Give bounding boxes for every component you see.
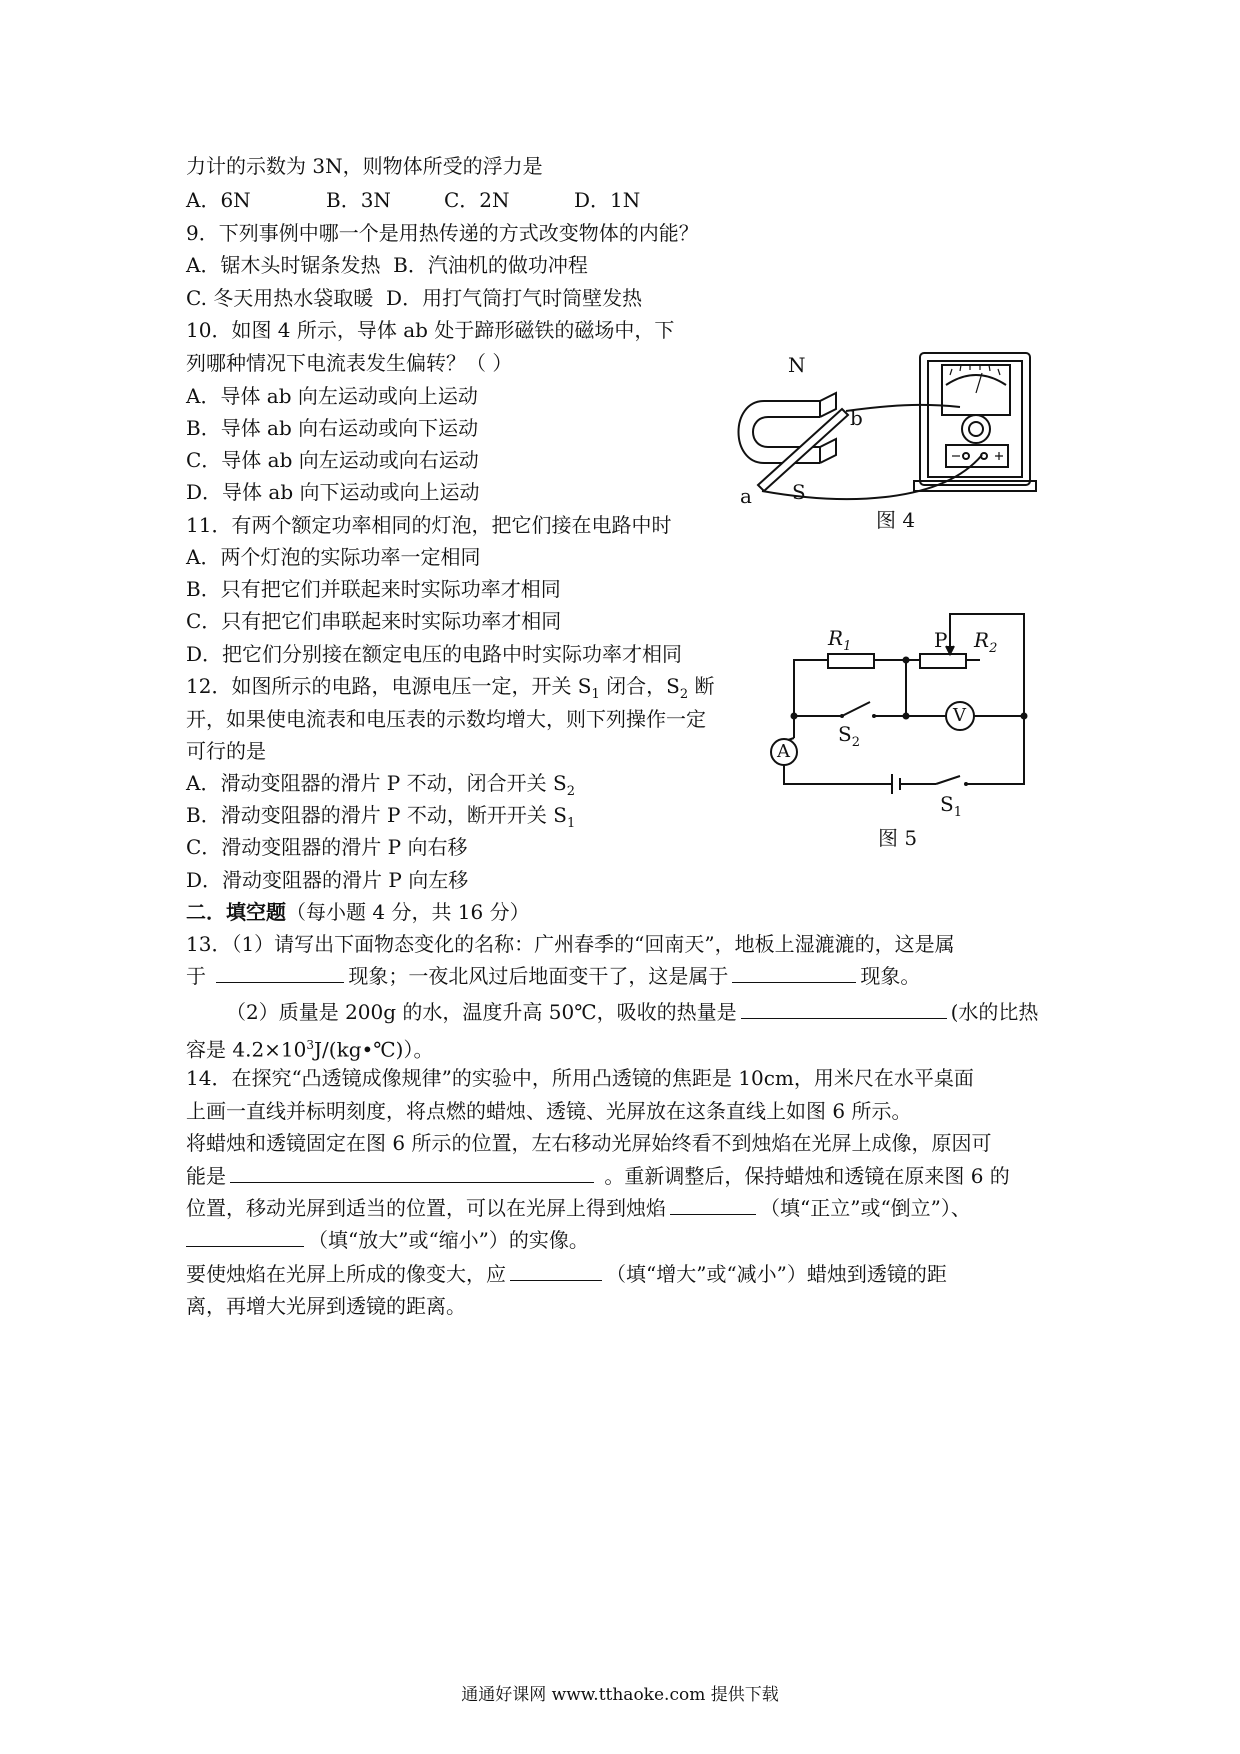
- q13-line-4a: 容是 4.2×10: [186, 1037, 307, 1062]
- q14-line-4a: 能是: [186, 1164, 226, 1188]
- q10-option-d: D．导体 ab 向下运动或向上运动: [186, 480, 480, 504]
- q12-stem-3: 可行的是: [186, 739, 266, 763]
- q11-stem: 11．有两个额定功率相同的灯泡，把它们接在电路中时: [186, 513, 672, 537]
- fig5-r1-sub: 1: [843, 639, 852, 654]
- q13-blank-3[interactable]: [741, 998, 947, 1019]
- q13-blank-1[interactable]: [216, 962, 344, 983]
- q12-option-d: D．滑动变阻器的滑片 P 向左移: [186, 868, 469, 892]
- q14-blank-1[interactable]: [230, 1162, 594, 1183]
- fig5-s1-sub: 1: [953, 805, 962, 820]
- q10-option-b: B．导体 ab 向右运动或向下运动: [186, 416, 479, 440]
- q8-option-b: B．3N: [326, 188, 391, 212]
- q9-options-cd: [186, 284, 642, 312]
- q9-stem: 9．下列事例中哪一个是用热传递的方式改变物体的内能？: [186, 221, 699, 245]
- q11-option-d: D．把它们分别接在额定电压的电路中时实际功率才相同: [186, 642, 683, 666]
- fig4-label-n: N: [788, 353, 806, 377]
- q14-line-5: [186, 1194, 971, 1222]
- q14-line-2: 上画一直线并标明刻度，将点燃的蜡烛、透镜、光屏放在这条直线上如图 6 所示。: [186, 1099, 912, 1123]
- section-2-note: （每小题 4 分，共 16 分）: [286, 900, 530, 924]
- q10-option-a: A．导体 ab 向左运动或向上运动: [186, 384, 478, 408]
- q8-option-c: C．2N: [444, 188, 510, 212]
- q12-stem-1-sub1: 1: [591, 687, 600, 702]
- q12-stem-1c: 断: [688, 674, 715, 698]
- q13-line-4-sup: 3: [306, 1038, 315, 1052]
- fig5-voltmeter-label: V: [953, 705, 966, 726]
- q14-blank-3[interactable]: [186, 1226, 304, 1247]
- q9-option-b: B．汽油机的做功冲程: [393, 253, 588, 277]
- q13-line-4b: J/(kg•℃)）。: [314, 1037, 434, 1062]
- fig5-ammeter-label: A: [777, 741, 790, 762]
- q12-stem-2: 开，如果使电流表和电压表的示数均增大，则下列操作一定: [186, 707, 706, 731]
- q14-line-3: 将蜡烛和透镜固定在图 6 所示的位置，左右移动光屏始终看不到烛焰在光屏上成像，原因可: [186, 1131, 992, 1155]
- q13-line-3a: （2）质量是 200g 的水，温度升高 50℃，吸收的热量是: [226, 1000, 737, 1024]
- q12-option-b-sub: 1: [566, 816, 576, 831]
- q12-option-a-text: A．滑动变阻器的滑片 P 不动，闭合开关 S: [186, 771, 567, 795]
- q14-blank-4[interactable]: [510, 1260, 602, 1281]
- q13-line-4: [186, 1031, 433, 1064]
- q10-stem-1: 10．如图 4 所示，导体 ab 处于蹄形磁铁的磁场中，下: [186, 318, 675, 342]
- q14-line-5b: （填“正立”或“倒立”）、: [760, 1196, 971, 1220]
- fig4-caption: 图 4: [876, 508, 916, 532]
- q9-option-d: D．用打气筒打气时筒壁发热: [386, 286, 643, 310]
- q11-option-c: C．只有把它们串联起来时实际功率才相同: [186, 609, 562, 633]
- fig5-s1-text: S: [940, 792, 954, 816]
- q13-line-3: [226, 998, 1038, 1026]
- page-footer: 通通好课网 www.tthaoke.com 提供下载: [461, 1685, 779, 1705]
- figure-4-diagram: [720, 345, 1060, 515]
- q14-line-1: 14．在探究“凸透镜成像规律”的实验中，所用凸透镜的焦距是 10cm，用米尺在水平桌面: [186, 1066, 974, 1090]
- q10-option-c: C．导体 ab 向左运动或向右运动: [186, 448, 479, 472]
- q13-blank-2[interactable]: [732, 962, 856, 983]
- fig5-caption: 图 5: [878, 826, 918, 850]
- q14-line-7: [186, 1260, 947, 1288]
- q14-line-4b: 。重新调整后，保持蜡烛和透镜在原来图 6 的: [598, 1164, 1010, 1188]
- q13-line-2c: 现象。: [860, 964, 921, 988]
- q13-line-2b: 现象；一夜北风过后地面变干了，这是属于: [348, 964, 729, 988]
- figure-5-circuit: [760, 610, 1060, 800]
- q9-options-ab: [186, 251, 588, 279]
- q11-option-a: A．两个灯泡的实际功率一定相同: [186, 545, 481, 569]
- fig5-r1-text: R: [828, 626, 844, 650]
- section-2-heading: [186, 898, 530, 926]
- fig5-label-s2: [838, 722, 860, 755]
- q13-line-2: [186, 962, 920, 990]
- section-2-title: 二．填空题: [186, 900, 286, 924]
- fig5-label-s1: [940, 792, 962, 825]
- fig5-s2-sub: 2: [851, 735, 860, 750]
- fig5-r2-sub: 2: [989, 641, 998, 656]
- q13-line-3b: (水的比热: [950, 1000, 1039, 1024]
- q12-stem-1: [186, 672, 715, 709]
- q14-line-7a: 要使烛焰在光屏上所成的像变大，应: [186, 1262, 506, 1286]
- q9-option-a: A．锯木头时锯条发热: [186, 253, 381, 277]
- q12-stem-1a: 12．如图所示的电路，电源电压一定，开关 S: [186, 674, 592, 698]
- fig5-s2-text: S: [838, 722, 852, 746]
- fig5-label-r2: [974, 628, 997, 661]
- fig5-label-r1: [828, 626, 851, 659]
- fig5-r2-text: R: [974, 628, 990, 652]
- q8-options: [186, 186, 640, 214]
- q14-line-6b: （填“放大”或“缩小”）的实像。: [308, 1228, 589, 1252]
- q12-option-a-sub: 2: [566, 784, 575, 799]
- q13-line-1: 13．（1）请写出下面物态变化的名称：广州春季的“回南天”，地板上湿漉漉的，这是属: [186, 932, 955, 956]
- q14-line-4: [186, 1162, 1010, 1190]
- fig4-label-b: b: [850, 406, 863, 430]
- q8-option-a: A．6N: [186, 188, 251, 212]
- q12-stem-1-sub2: 2: [679, 687, 689, 702]
- q14-line-6: [186, 1226, 589, 1254]
- q14-line-5a: 位置，移动光屏到适当的位置，可以在光屏上得到烛焰: [186, 1196, 666, 1220]
- q12-option-b-text: B．滑动变阻器的滑片 P 不动，断开开关 S: [186, 803, 567, 827]
- q8-stem-tail: 力计的示数为 3N，则物体所受的浮力是: [186, 154, 543, 178]
- q12-stem-1b: 闭合，S: [599, 674, 680, 698]
- q10-stem-2: 列哪种情况下电流表发生偏转？（ ）: [186, 351, 513, 375]
- q14-line-7b: （填“增大”或“减小”）蜡烛到透镜的距: [606, 1262, 947, 1286]
- q12-option-c: C．滑动变阻器的滑片 P 向右移: [186, 835, 468, 859]
- q14-line-8: 离，再增大光屏到透镜的距离。: [186, 1294, 466, 1318]
- q11-option-b: B．只有把它们并联起来时实际功率才相同: [186, 577, 561, 601]
- fig5-label-p: P: [934, 628, 948, 652]
- q13-line-2a: 于: [186, 964, 213, 988]
- q14-blank-2[interactable]: [670, 1194, 756, 1215]
- fig4-label-s: S: [792, 480, 806, 504]
- q9-option-c: C. 冬天用热水袋取暖: [186, 286, 374, 310]
- fig4-label-a: a: [740, 484, 752, 508]
- q8-option-d: D．1N: [574, 188, 641, 212]
